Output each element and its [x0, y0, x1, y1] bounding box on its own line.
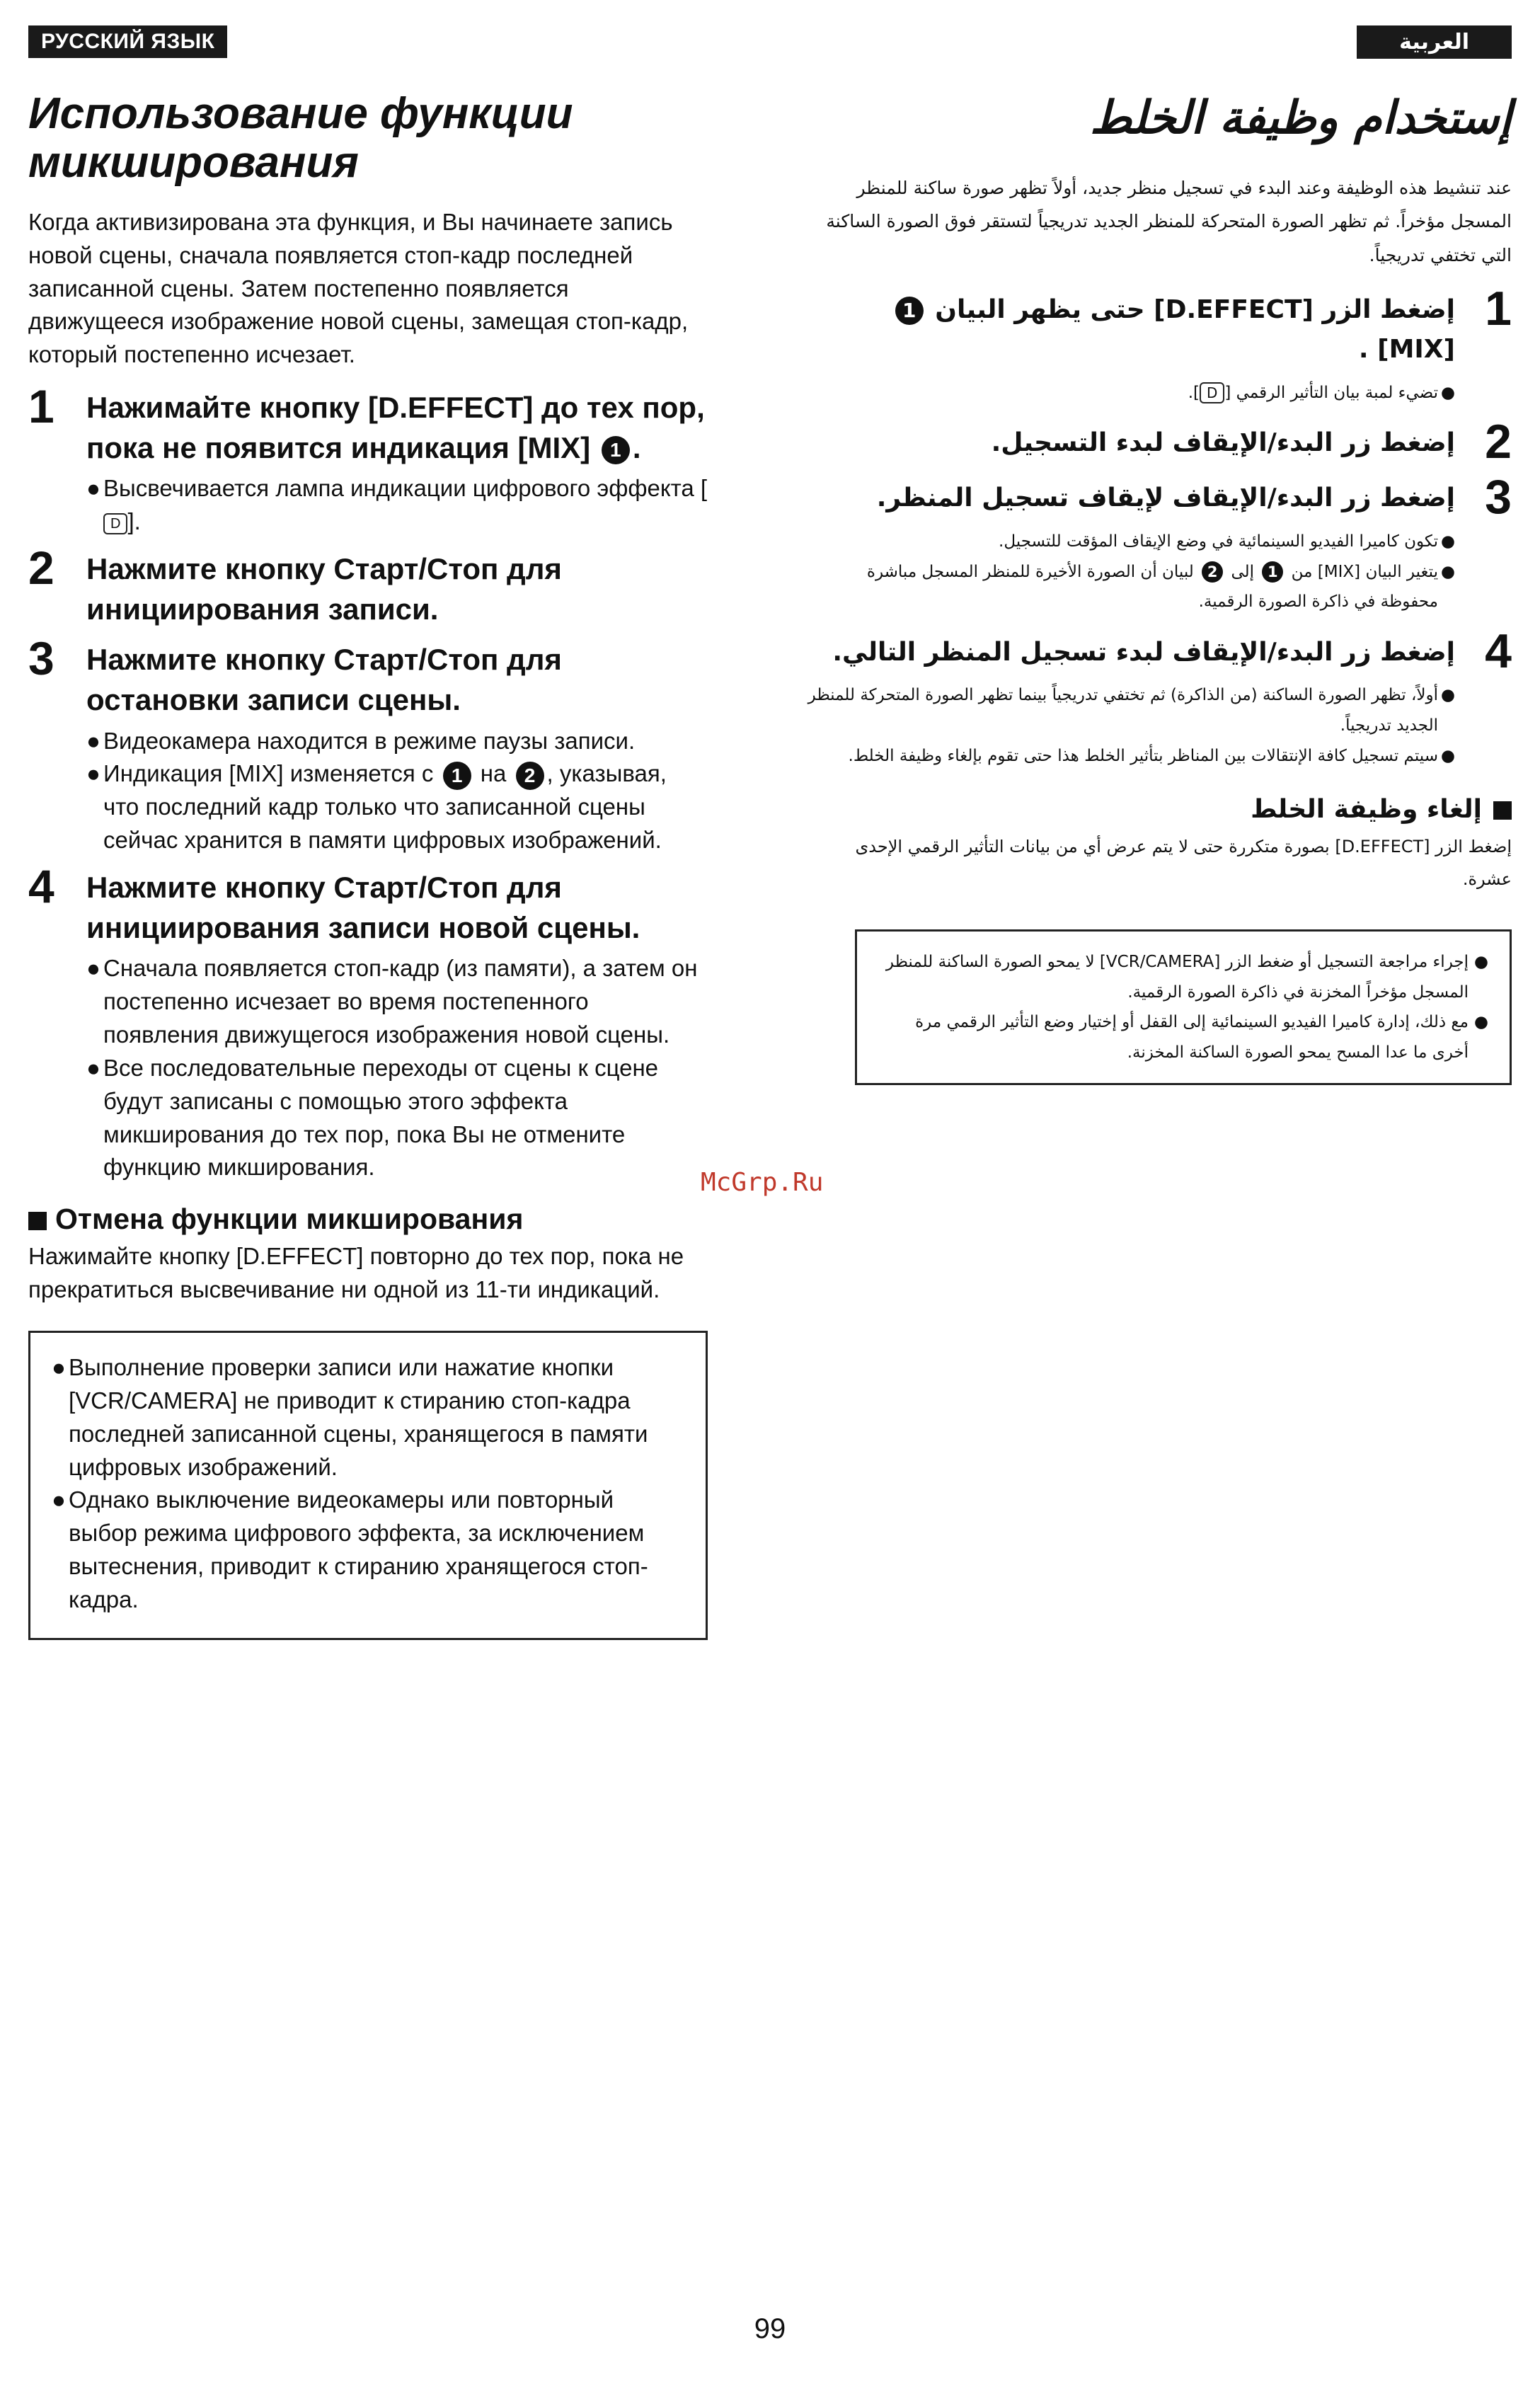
step-3-arabic — [807, 470, 1512, 525]
list-item: ● Высвечивается лампа индикации цифрового эффекта [D ]. — [86, 475, 708, 535]
step-number: 3 — [1485, 470, 1512, 525]
step-notes — [86, 725, 708, 857]
list-item: ● أولاً، تظهر الصورة الساكنة (من الذاكرة) ثم تختفي تدريجياً بينما تظهر الصورة المتحركة للمنظر الجديد تدريجياً. — [808, 686, 1455, 735]
step-number: 3 — [28, 632, 54, 685]
cancel-section-heading: Отмена функции микширования — [28, 1203, 708, 1236]
badge-1-icon: 1 — [895, 297, 924, 325]
step-number: 4 — [1485, 624, 1512, 678]
step-1 — [28, 380, 708, 539]
badge-1-icon: 1 — [1262, 561, 1283, 583]
digital-effect-icon: D — [1200, 382, 1224, 403]
badge-2-icon: 2 — [1202, 561, 1223, 583]
badge-2-icon: 2 — [516, 762, 544, 790]
step-1-arabic — [807, 282, 1512, 369]
language-tab-russian: РУССКИЙ ЯЗЫК — [28, 25, 227, 58]
step-instruction: Нажмите кнопку Старт/Стоп для инициирования записи новой сцены. — [86, 870, 640, 945]
russian-column — [28, 25, 708, 1640]
step-instruction: Нажмите кнопку Старт/Стоп для остановки записи сцены. — [86, 643, 562, 717]
step-instruction: Нажимайте кнопку [D.EFFECT] до тех пор, пока не появится индикация [MIX] 1 . — [86, 391, 705, 465]
list-item: ● يتغير البيان [MIX] من 1 إلى 2 لبيان أن الصورة الأخيرة للمنظر المسجل مباشرة محفوظة في ذاكرة الصورة الرقمية. — [866, 562, 1455, 612]
page-number: 99 — [754, 2313, 786, 2344]
cancel-section-heading-arabic: إلغاء وظيفة الخلط — [807, 795, 1512, 824]
list-item: ● تضيء لمبة بيان التأثير الرقمي [D]. — [807, 378, 1455, 408]
step-instruction: إضغط زر البدء/الإيقاف لبدء تسجيل المنظر التالي. — [832, 637, 1455, 667]
step-number: 1 — [28, 380, 54, 433]
language-tab-arabic: العربية — [1357, 25, 1512, 59]
list-item: ● Индикация [MIX] изменяется с 1 на 2 , указывая, что последний кадр только что записанной сцены сейчас хранится в памяти цифровых изображений. — [86, 760, 667, 854]
step-instruction: Нажмите кнопку Старт/Стоп для инициирования записи. — [86, 552, 562, 626]
list-item: ● إجراء مراجعة التسجيل أو ضغط الزر [VCR/CAMERA] لا يمحو الصورة الساكنة للمنظر المسجل مؤخراً المخزنة في ذاكرة الصورة الرقمية. — [885, 953, 1488, 1002]
digital-effect-icon: D — [103, 513, 127, 534]
step-number: 2 — [1485, 415, 1512, 469]
list-item: ● Видеокамера находится в режиме паузы записи. — [86, 727, 636, 754]
step-instruction: إضغط الزر [D.EFFECT] حتى يظهر البيان 1 [MIX] . — [807, 290, 1455, 369]
step-4-arabic — [807, 624, 1512, 678]
list-item: ● Сначала появляется стоп-кадр (из памяти), а затем он постепенно исчезает во время постепенного появления движущегося изображения новой сцены. — [86, 955, 698, 1048]
list-item: ● Все последовательные переходы от сцены к сцене будут записаны с помощью этого эффекта микширования до тех пор, пока Вы не отмените функцию микширования. — [86, 1054, 659, 1181]
watermark-text: McGrp.Ru — [701, 1168, 824, 1197]
step-3 — [28, 632, 708, 857]
step-4 — [28, 859, 708, 1184]
intro-paragraph-arabic: عند تنشيط هذه الوظيفة وعند البدء في تسجيل منظر جديد، أولاً تظهر صورة ساكنة للمنظر المسجل مؤخراً. ثم تظهر الصورة المتحركة للمنظر الجديد تدريجياً لتستقر فوق الصورة الساكنة التي تختفي تدريجياً. — [826, 177, 1512, 265]
list-item: ● مع ذلك، إدارة كاميرا الفيديو السينمائية إلى القفل أو إختيار وضع التأثير الرقمي مرة أخرى ما عدا المسح يمحو الصورة الساكنة المخزنة. — [915, 1013, 1488, 1062]
step-instruction: إضغط زر البدء/الإيقاف لبدء التسجيل. — [991, 428, 1455, 458]
step-number: 2 — [28, 541, 54, 595]
badge-1-icon: 1 — [602, 436, 630, 464]
list-item: ● تكون كاميرا الفيديو السينمائية في وضع الإيقاف المؤقت للتسجيل. — [999, 532, 1455, 551]
page-title: Использование функции микширования — [28, 89, 573, 188]
list-item: ● Однако выключение видеокамеры или повторный выбор режима цифрового эффекта, за исключением вытеснения, приводит к стиранию хранящегося стоп-кадра. — [52, 1486, 648, 1612]
cancel-section-text: Нажимайте кнопку [D.EFFECT] повторно до тех пор, пока не прекратиться высвечивание ни одной из 11-ти индикаций. — [28, 1243, 684, 1303]
step-notes — [807, 378, 1512, 408]
list-item: ● سيتم تسجيل كافة الإنتقالات بين المناظر بتأثير الخلط هذا حتى تقوم بإلغاء وظيفة الخلط. — [848, 746, 1455, 765]
badge-1-icon: 1 — [443, 762, 471, 790]
step-2-arabic — [807, 415, 1512, 469]
step-number: 1 — [1485, 282, 1512, 336]
intro-paragraph: Когда активизирована эта функция, и Вы начинаете запись новой сцены, сначала появляется стоп-кадр последней записанной сцены. Затем постепенно появляется движущееся изображение новой сцены, замещая стоп-кадр, который постепенно исчезает. — [28, 208, 689, 368]
step-instruction: إضغط زر البدء/الإيقاف لإيقاف تسجيل المنظر. — [876, 483, 1455, 513]
square-bullet-icon — [28, 1212, 47, 1230]
page-title-arabic: إستخدام وظيفة الخلط — [1090, 92, 1512, 144]
note-box-arabic — [855, 929, 1512, 1085]
step-notes — [807, 527, 1512, 617]
step-2 — [28, 541, 708, 629]
arabic-column — [807, 25, 1512, 1085]
cancel-section-text-arabic: إضغط الزر [D.EFFECT] بصورة متكررة حتى لا يتم عرض أي من بيانات التأثير الرقمي الإحدى عشرة. — [855, 837, 1512, 889]
note-box — [28, 1331, 708, 1640]
step-notes — [86, 472, 708, 539]
step-notes — [807, 680, 1512, 771]
step-number: 4 — [28, 859, 54, 912]
step-notes — [86, 952, 708, 1184]
square-bullet-icon — [1493, 801, 1512, 820]
list-item: ● Выполнение проверки записи или нажатие кнопки [VCR/CAMERA] не приводит к стиранию стоп-кадра последней записанной сцены, хранящегося в памяти цифровых изображений. — [52, 1353, 648, 1480]
